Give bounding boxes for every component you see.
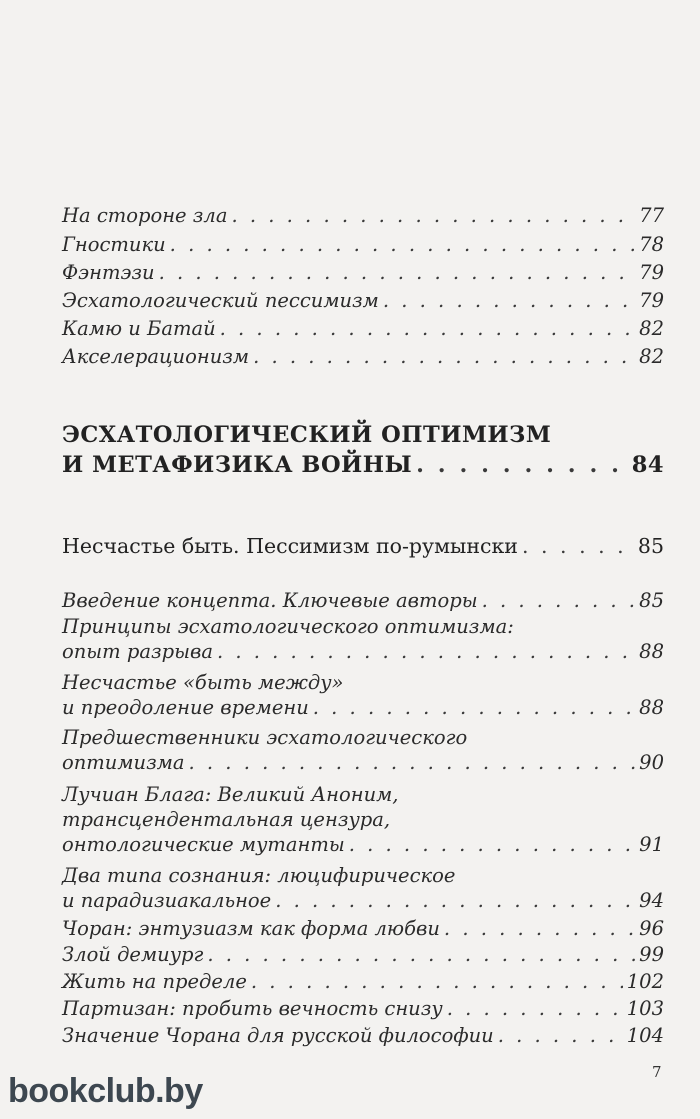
toc-entry-page: 99 bbox=[639, 943, 664, 966]
toc-entry-page: 91 bbox=[639, 833, 664, 856]
section-heading bbox=[62, 420, 664, 480]
toc-entry-title: онтологические мутанты bbox=[62, 833, 345, 856]
toc-entry bbox=[62, 614, 664, 664]
leader-dots bbox=[170, 232, 636, 257]
toc-entry bbox=[62, 942, 664, 967]
leader-dots bbox=[416, 450, 628, 480]
toc-entry-title: оптимизма bbox=[62, 751, 185, 774]
leader-dots bbox=[189, 750, 636, 775]
subsection-heading bbox=[62, 533, 664, 559]
section-heading-line-1: ЭСХАТОЛОГИЧЕСКИЙ ОПТИМИЗМ bbox=[62, 422, 552, 448]
toc-entry-title: и преодоление времени bbox=[62, 696, 309, 719]
toc-entry-title: Камю и Батай bbox=[62, 317, 216, 340]
toc-entry-title: Жить на пределе bbox=[62, 970, 247, 993]
subsection-title: Несчастье быть. Пессимизм по-румынски bbox=[62, 534, 518, 558]
leader-dots bbox=[275, 888, 635, 913]
leader-dots bbox=[482, 588, 636, 613]
toc-entry-title: Лучиан Блага: Великий Аноним, bbox=[62, 783, 399, 806]
toc-entry-page: 79 bbox=[639, 261, 664, 284]
leader-dots bbox=[522, 533, 634, 559]
toc-entry-title: Злой демиург bbox=[62, 943, 204, 966]
toc-entry bbox=[62, 316, 664, 341]
toc-entry-page: 82 bbox=[639, 317, 664, 340]
toc-entry-page: 79 bbox=[639, 289, 664, 312]
toc-entry bbox=[62, 782, 664, 857]
toc-entry bbox=[62, 344, 664, 369]
section-page: 84 bbox=[631, 452, 664, 478]
toc-entry bbox=[62, 863, 664, 913]
toc-entry-title: и парадизиакальное bbox=[62, 889, 272, 912]
leader-dots bbox=[447, 996, 623, 1021]
toc-entry-title: Значение Чорана для русской философии bbox=[62, 1024, 494, 1047]
section-heading-line-2: И МЕТАФИЗИКА ВОЙНЫ bbox=[62, 452, 413, 478]
toc-entry-title: Фэнтэзи bbox=[62, 261, 155, 284]
toc-entry-page: 88 bbox=[639, 696, 664, 719]
toc-entry-page: 103 bbox=[626, 997, 664, 1020]
toc-entry bbox=[62, 288, 664, 313]
toc-entry-title: Эсхатологический пессимизм bbox=[62, 289, 379, 312]
leader-dots bbox=[498, 1023, 623, 1048]
leader-dots bbox=[220, 316, 636, 341]
toc-entry-title: На стороне зла bbox=[62, 204, 228, 227]
toc-entry bbox=[62, 916, 664, 941]
toc-entry-title: Введение концепта. Ключевые авторы bbox=[62, 589, 478, 612]
leader-dots bbox=[444, 916, 635, 941]
toc-entry-page: 90 bbox=[639, 751, 664, 774]
toc-entry-page: 88 bbox=[639, 640, 664, 663]
toc-entry bbox=[62, 588, 664, 613]
toc-entry-title: Гностики bbox=[62, 233, 166, 256]
toc-entry-title: Принципы эсхатологического оптимизма: bbox=[62, 615, 514, 638]
toc-entry bbox=[62, 1023, 664, 1048]
toc-entry bbox=[62, 232, 664, 257]
toc-entry bbox=[62, 969, 664, 994]
toc-entry-title: Несчастье «быть между» bbox=[62, 671, 344, 694]
leader-dots bbox=[251, 969, 623, 994]
toc-entry-page: 78 bbox=[639, 233, 664, 256]
toc-entry-page: 104 bbox=[626, 1024, 664, 1047]
toc-entry-page: 102 bbox=[626, 970, 664, 993]
leader-dots bbox=[207, 942, 635, 967]
toc-entry bbox=[62, 203, 664, 228]
leader-dots bbox=[313, 695, 635, 720]
toc-entry-page: 85 bbox=[639, 589, 664, 612]
toc-entry bbox=[62, 725, 664, 775]
toc-entry-page: 82 bbox=[639, 345, 664, 368]
toc-entry-title: Два типа сознания: люцифирическое bbox=[62, 864, 456, 887]
toc-entry bbox=[62, 260, 664, 285]
page-number: 7 bbox=[652, 1063, 662, 1081]
toc-entry bbox=[62, 996, 664, 1021]
leader-dots bbox=[159, 260, 636, 285]
toc-entry-title: трансцендентальная цензура, bbox=[62, 808, 391, 831]
toc-entry-title: опыт разрыва bbox=[62, 640, 213, 663]
leader-dots bbox=[253, 344, 635, 369]
subsection-page: 85 bbox=[637, 534, 664, 558]
toc-entry-page: 96 bbox=[639, 917, 664, 940]
toc-entry bbox=[62, 670, 664, 720]
toc-entry-page: 94 bbox=[639, 889, 664, 912]
leader-dots bbox=[217, 639, 635, 664]
toc-entry-title: Чоран: энтузиазм как форма любви bbox=[62, 917, 440, 940]
toc-entry-title: Партизан: пробить вечность снизу bbox=[62, 997, 443, 1020]
toc-entry-page: 77 bbox=[639, 204, 664, 227]
toc-entry-title: Предшественники эсхатологического bbox=[62, 726, 468, 749]
watermark: bookclub.by bbox=[8, 1072, 203, 1110]
leader-dots bbox=[231, 203, 635, 228]
leader-dots bbox=[383, 288, 635, 313]
leader-dots bbox=[349, 832, 635, 857]
toc-entry-title: Акселерационизм bbox=[62, 345, 250, 368]
